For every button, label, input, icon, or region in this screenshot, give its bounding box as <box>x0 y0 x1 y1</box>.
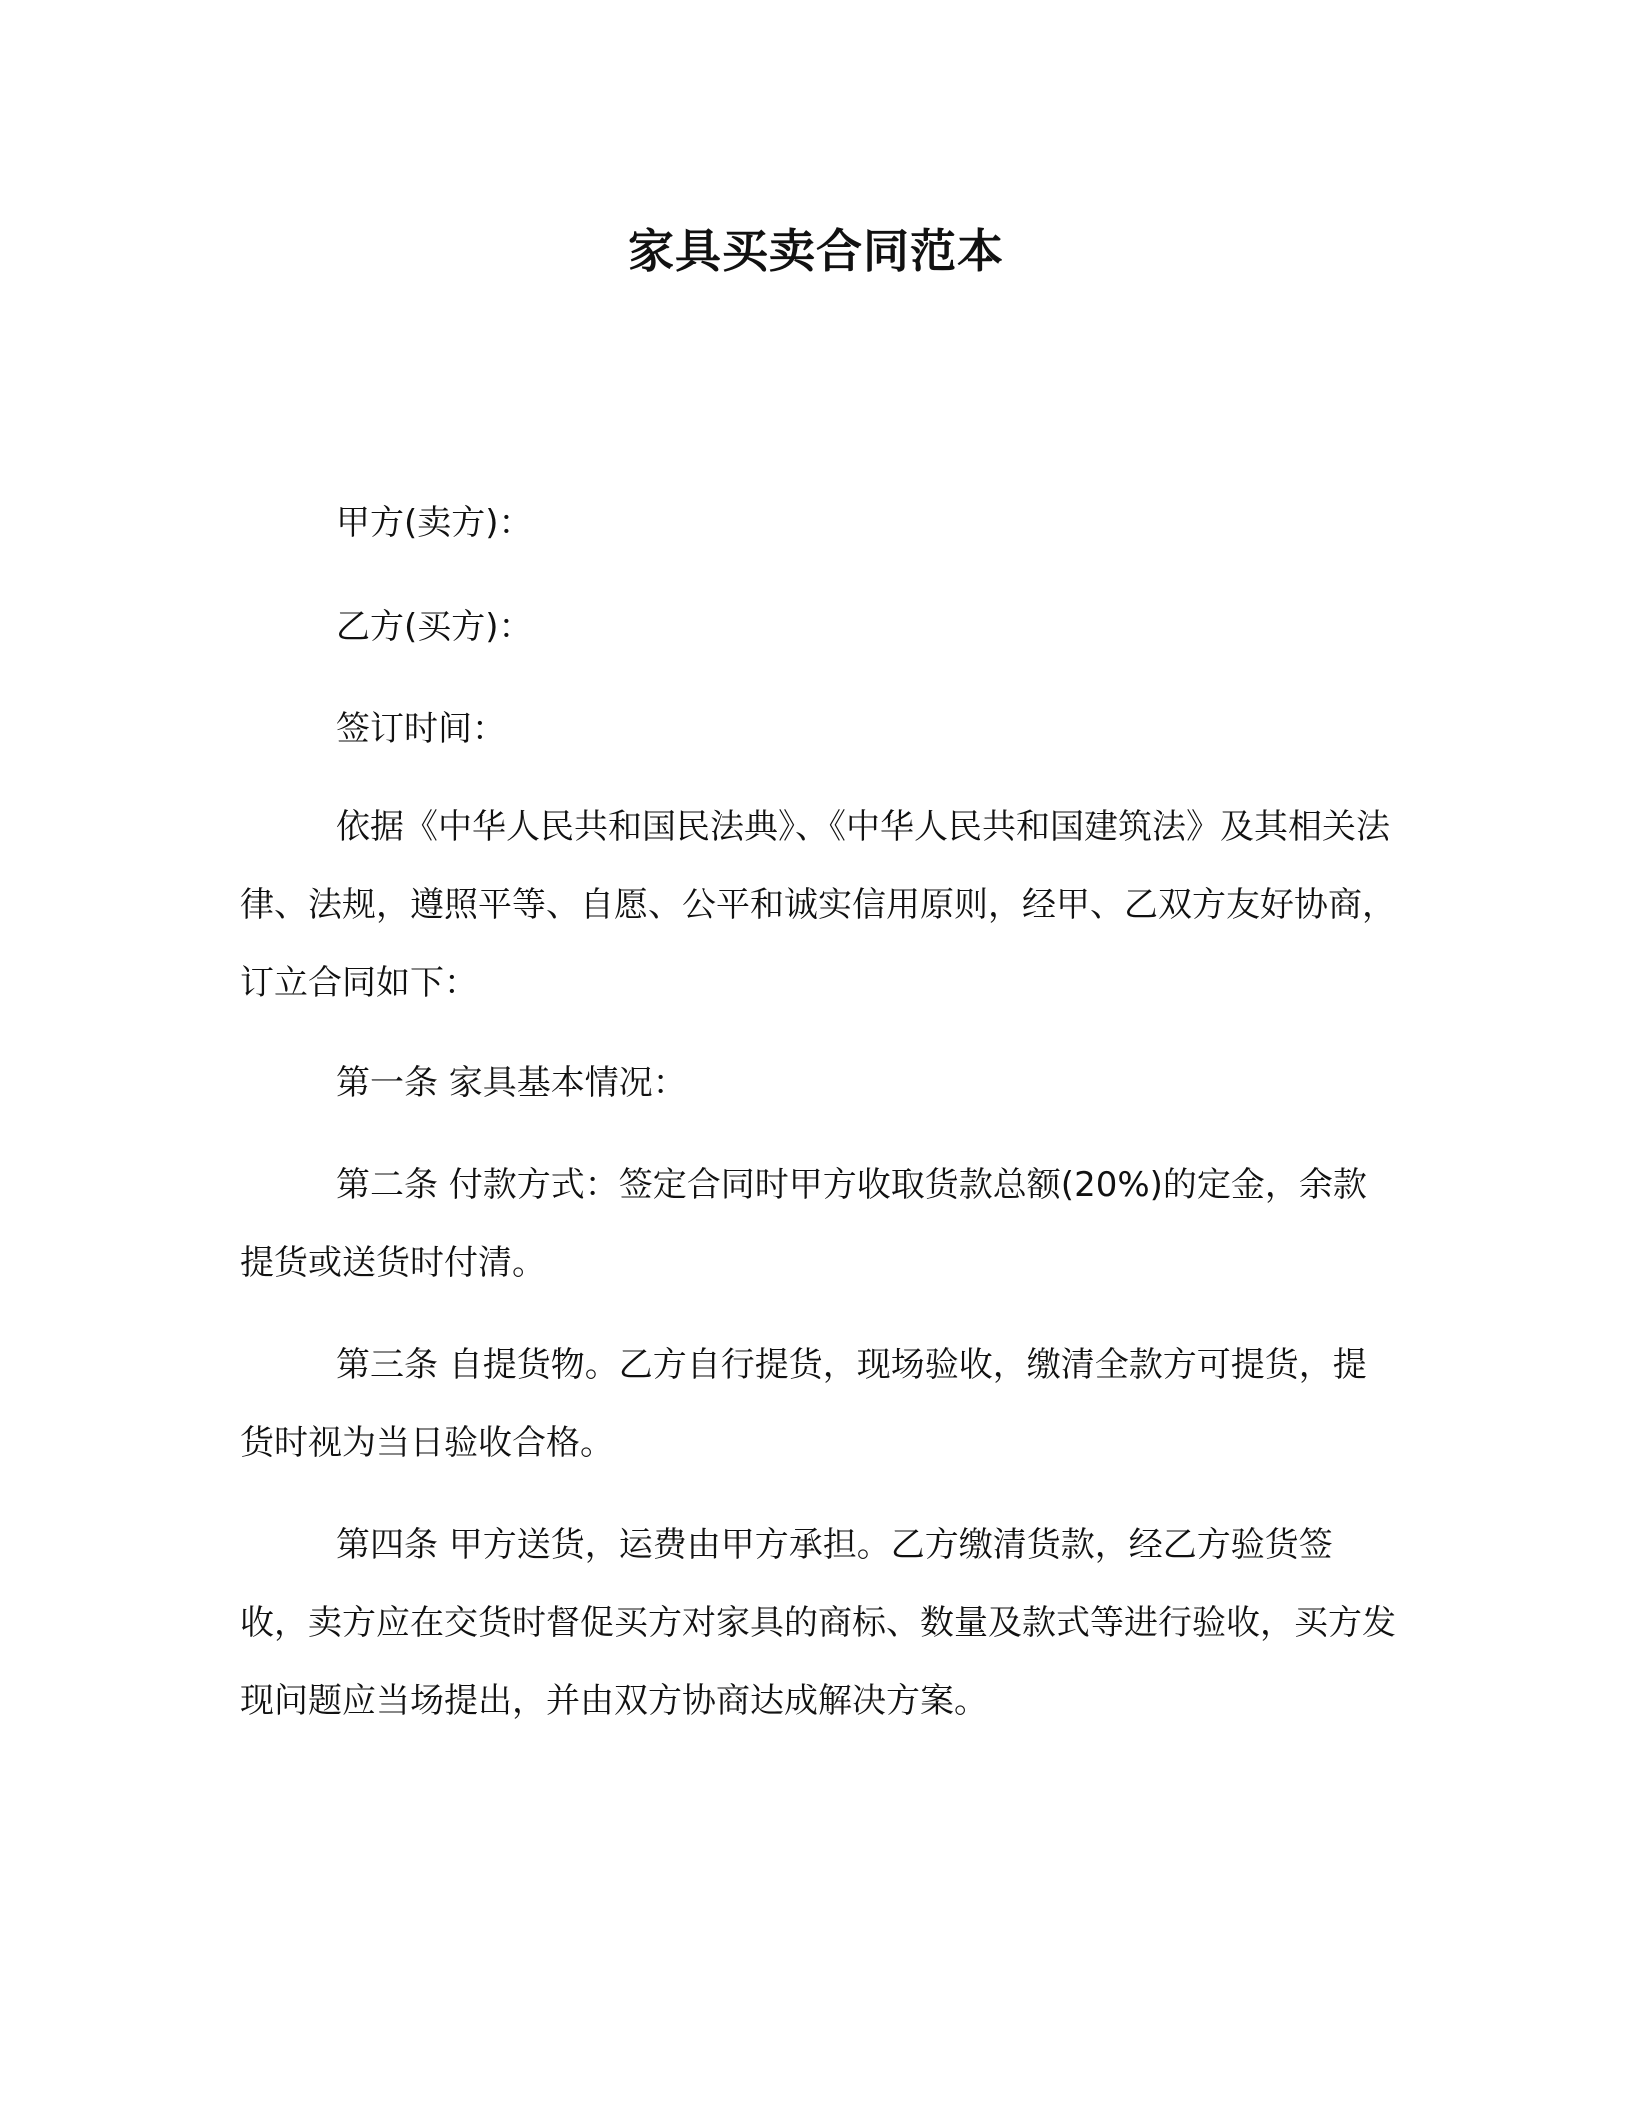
article-2-paragraph: 第二条 付款方式：签定合同时甲方收取货款总额(20%)的定金，余款提货或送货时付清。 <box>240 1165 1367 1283</box>
document-title: 家具买卖合同范本 <box>628 224 1004 278</box>
article-1-paragraph: 第一条 家具基本情况： <box>336 1063 687 1103</box>
article-3-paragraph: 第三条 自提货物。乙方自行提货，现场验收，缴清全款方可提货，提货时视为当日验收合格。 <box>240 1345 1367 1463</box>
sign-date-line: 签订时间： <box>336 709 506 749</box>
party-b-line: 乙方(买方)： <box>336 607 533 647</box>
party-a-line: 甲方(卖方)： <box>336 503 533 543</box>
preamble-paragraph: 依据《中华人民共和国民法典》、《中华人民共和国建筑法》及其相关法律、法规，遵照平等、自愿、公平和诚实信用原则，经甲、乙双方友好协商，订立合同如下： <box>240 807 1396 1003</box>
article-4-paragraph: 第四条 甲方送货，运费由甲方承担。乙方缴清货款，经乙方验货签收，卖方应在交货时督促买方对家具的商标、数量及款式等进行验收，买方发现问题应当场提出，并由双方协商达成解决方案。 <box>240 1525 1396 1721</box>
